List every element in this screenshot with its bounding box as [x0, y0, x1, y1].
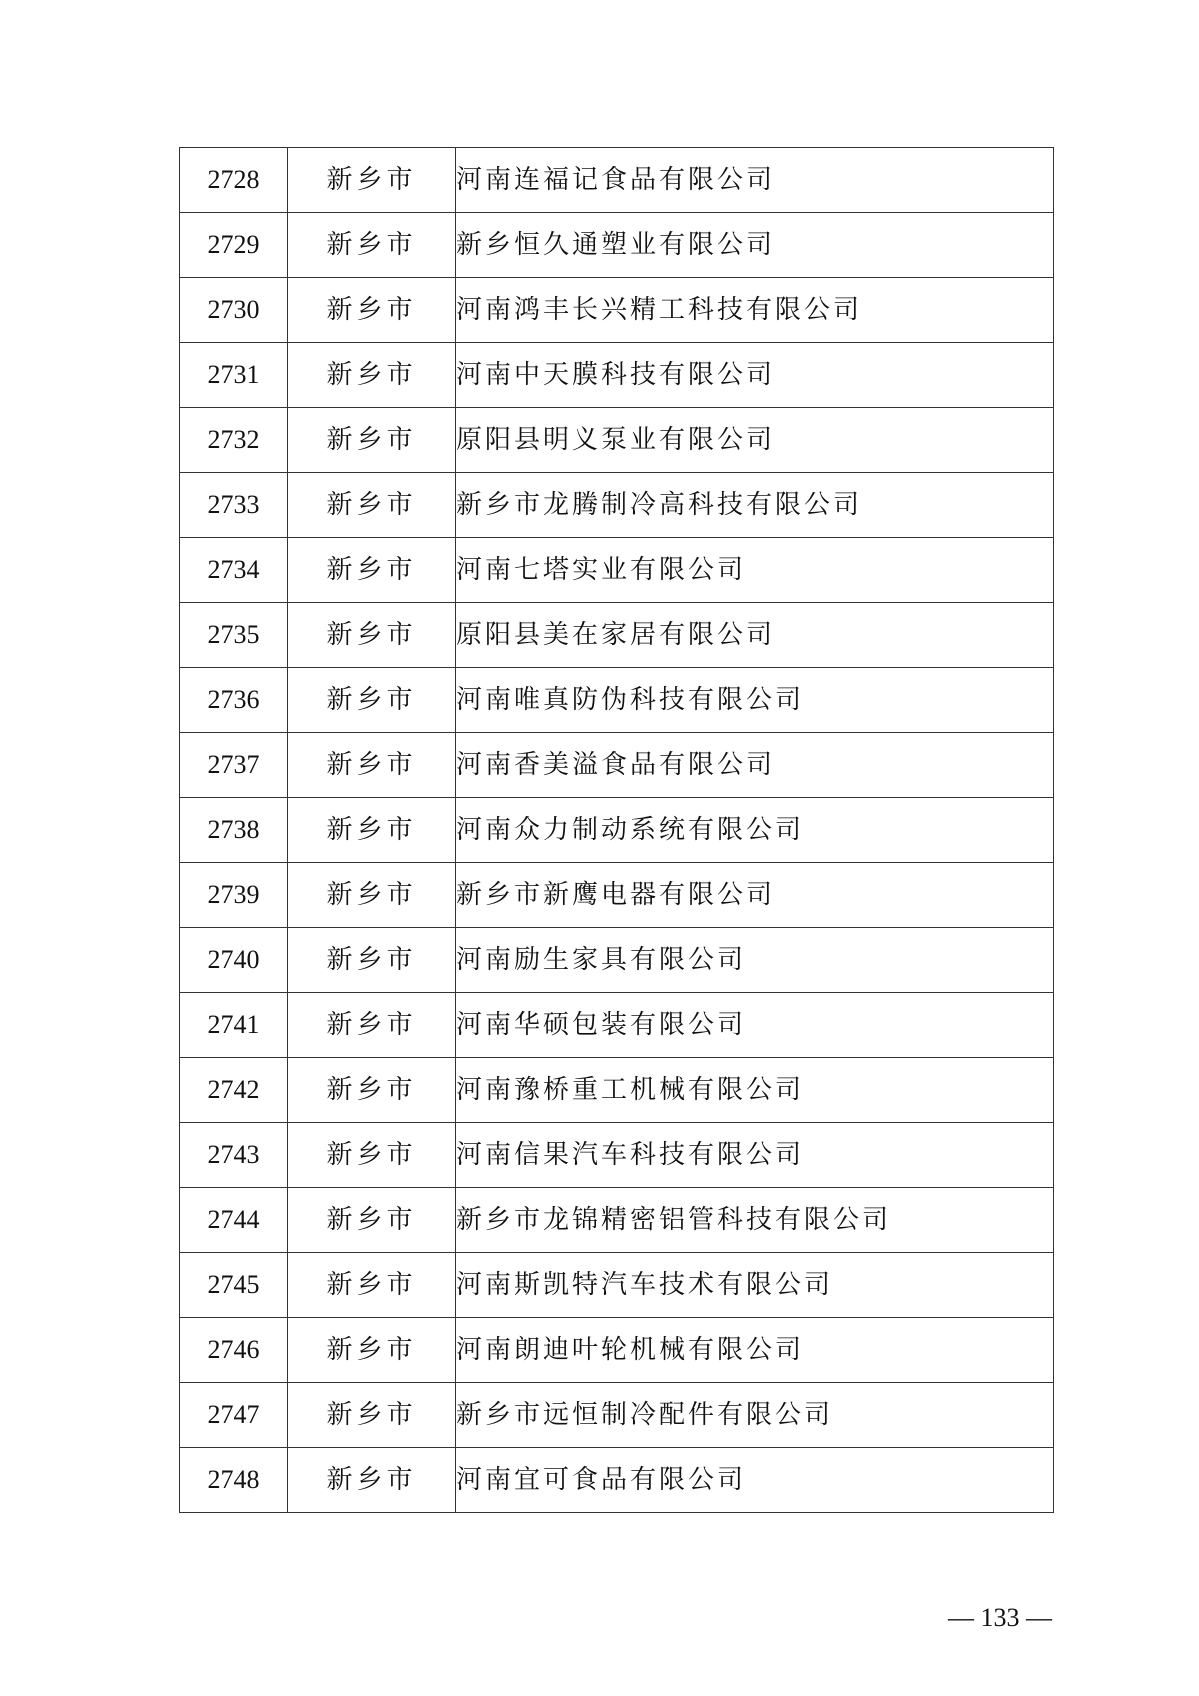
company-name-cell: 河南励生家具有限公司 — [456, 928, 1054, 993]
company-name-cell: 新乡市龙腾制冷高科技有限公司 — [456, 473, 1054, 538]
company-name-cell: 新乡恒久通塑业有限公司 — [456, 213, 1054, 278]
company-name-cell: 河南斯凯特汽车技术有限公司 — [456, 1253, 1054, 1318]
row-number-cell: 2745 — [180, 1253, 288, 1318]
company-name-cell: 河南唯真防伪科技有限公司 — [456, 668, 1054, 733]
company-name-cell: 新乡市龙锦精密铝管科技有限公司 — [456, 1188, 1054, 1253]
row-number-cell: 2735 — [180, 603, 288, 668]
table-body — [180, 148, 1054, 1513]
city-cell: 新乡市 — [288, 148, 456, 213]
table-row — [180, 668, 1054, 733]
city-cell: 新乡市 — [288, 1123, 456, 1188]
company-name-cell: 河南众力制动系统有限公司 — [456, 798, 1054, 863]
company-name-cell: 河南香美溢食品有限公司 — [456, 733, 1054, 798]
row-number-cell: 2737 — [180, 733, 288, 798]
table-row — [180, 1058, 1054, 1123]
city-cell: 新乡市 — [288, 668, 456, 733]
city-cell: 新乡市 — [288, 993, 456, 1058]
table-row — [180, 538, 1054, 603]
city-cell: 新乡市 — [288, 798, 456, 863]
city-cell: 新乡市 — [288, 408, 456, 473]
table-row — [180, 603, 1054, 668]
table-row — [180, 343, 1054, 408]
row-number-cell: 2730 — [180, 278, 288, 343]
table-row — [180, 1123, 1054, 1188]
table-row — [180, 993, 1054, 1058]
company-name-cell: 河南华硕包装有限公司 — [456, 993, 1054, 1058]
row-number-cell: 2740 — [180, 928, 288, 993]
row-number-cell: 2743 — [180, 1123, 288, 1188]
city-cell: 新乡市 — [288, 473, 456, 538]
row-number-cell: 2746 — [180, 1318, 288, 1383]
row-number-cell: 2742 — [180, 1058, 288, 1123]
city-cell: 新乡市 — [288, 928, 456, 993]
table-row — [180, 213, 1054, 278]
city-cell: 新乡市 — [288, 1058, 456, 1123]
city-cell: 新乡市 — [288, 603, 456, 668]
city-cell: 新乡市 — [288, 538, 456, 603]
row-number-cell: 2729 — [180, 213, 288, 278]
row-number-cell: 2728 — [180, 148, 288, 213]
city-cell: 新乡市 — [288, 1318, 456, 1383]
table-row — [180, 863, 1054, 928]
company-name-cell: 河南中天膜科技有限公司 — [456, 343, 1054, 408]
city-cell: 新乡市 — [288, 1253, 456, 1318]
company-name-cell: 原阳县明义泵业有限公司 — [456, 408, 1054, 473]
company-name-cell: 河南七塔实业有限公司 — [456, 538, 1054, 603]
table-row — [180, 928, 1054, 993]
row-number-cell: 2734 — [180, 538, 288, 603]
table-row — [180, 1448, 1054, 1513]
row-number-cell: 2741 — [180, 993, 288, 1058]
city-cell: 新乡市 — [288, 278, 456, 343]
company-name-cell: 河南朗迪叶轮机械有限公司 — [456, 1318, 1054, 1383]
city-cell: 新乡市 — [288, 343, 456, 408]
row-number-cell: 2739 — [180, 863, 288, 928]
row-number-cell: 2732 — [180, 408, 288, 473]
company-name-cell: 河南连福记食品有限公司 — [456, 148, 1054, 213]
row-number-cell: 2738 — [180, 798, 288, 863]
table-row — [180, 733, 1054, 798]
city-cell: 新乡市 — [288, 863, 456, 928]
table-row — [180, 278, 1054, 343]
table-row — [180, 1188, 1054, 1253]
table-row — [180, 1253, 1054, 1318]
page-number: — 133 — — [948, 1603, 1052, 1632]
company-name-cell: 河南鸿丰长兴精工科技有限公司 — [456, 278, 1054, 343]
row-number-cell: 2733 — [180, 473, 288, 538]
row-number-cell: 2747 — [180, 1383, 288, 1448]
table-row — [180, 1318, 1054, 1383]
city-cell: 新乡市 — [288, 733, 456, 798]
table-row — [180, 473, 1054, 538]
row-number-cell: 2748 — [180, 1448, 288, 1513]
company-name-cell: 河南信果汽车科技有限公司 — [456, 1123, 1054, 1188]
table-row — [180, 1383, 1054, 1448]
company-name-cell: 原阳县美在家居有限公司 — [456, 603, 1054, 668]
city-cell: 新乡市 — [288, 213, 456, 278]
company-name-cell: 河南豫桥重工机械有限公司 — [456, 1058, 1054, 1123]
company-name-cell: 新乡市新鹰电器有限公司 — [456, 863, 1054, 928]
row-number-cell: 2731 — [180, 343, 288, 408]
row-number-cell: 2744 — [180, 1188, 288, 1253]
city-cell: 新乡市 — [288, 1448, 456, 1513]
table-row — [180, 148, 1054, 213]
row-number-cell: 2736 — [180, 668, 288, 733]
city-cell: 新乡市 — [288, 1188, 456, 1253]
city-cell: 新乡市 — [288, 1383, 456, 1448]
company-list-table — [179, 147, 1054, 1513]
company-name-cell: 新乡市远恒制冷配件有限公司 — [456, 1383, 1054, 1448]
table-row — [180, 798, 1054, 863]
company-name-cell: 河南宜可食品有限公司 — [456, 1448, 1054, 1513]
table-row — [180, 408, 1054, 473]
